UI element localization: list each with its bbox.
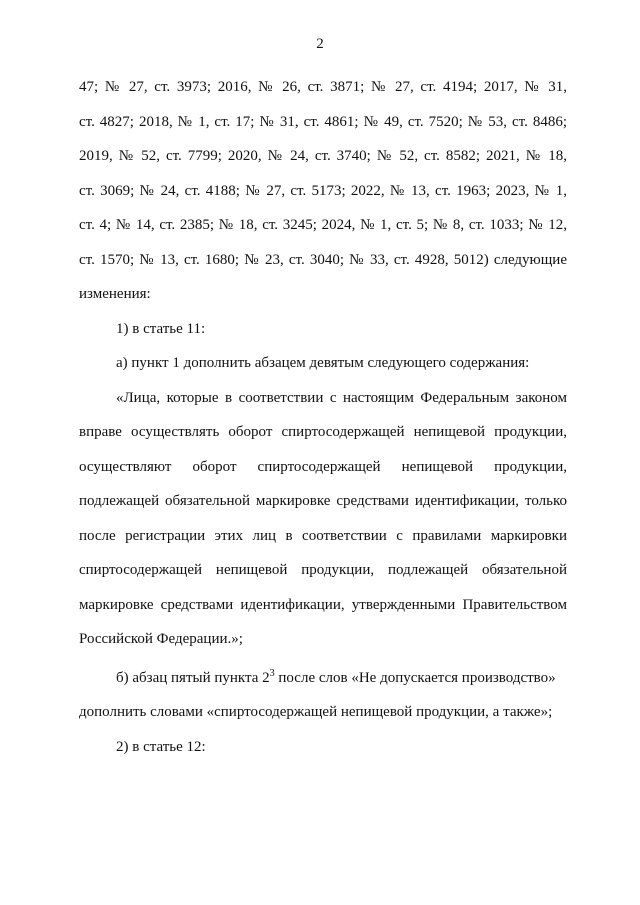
document-body	[79, 70, 567, 764]
list-item-1b-text: б) абзац пятый пункта 2	[116, 669, 270, 686]
quote-line: «Лица, которые в соответствии с настоящим Федеральным законом	[116, 389, 567, 406]
reference-line: ст. 1570; № 13, ст. 1680; № 23, ст. 3040; № 33, ст. 4928, 5012) следующие	[79, 251, 567, 268]
reference-line: ст. 4827; 2018, № 1, ст. 17; № 31, ст. 4861; № 49, ст. 7520; № 53, ст. 8486;	[79, 113, 567, 130]
quote-line: подлежащей обязательной маркировке средствами идентификации, только	[79, 493, 567, 509]
list-item-2: 2) в статье 12:	[116, 738, 206, 755]
quote-line: спиртосодержащей непищевой продукции, подлежащей обязательной	[79, 562, 567, 578]
page-number: 2	[316, 36, 324, 52]
reference-line: изменения:	[79, 286, 151, 302]
reference-line: ст. 3069; № 24, ст. 4188; № 27, ст. 5173; 2022, № 13, ст. 1963; 2023, № 1,	[79, 182, 567, 199]
reference-line: ст. 4; № 14, ст. 2385; № 18, ст. 3245; 2024, № 1, ст. 5; № 8, ст. 1033; № 12,	[79, 217, 567, 233]
quote-line: Российской Федерации.»;	[79, 631, 243, 647]
superscript: 3	[269, 667, 275, 679]
list-item-1b-text-cont: после слов «Не допускается производство»	[274, 669, 556, 686]
list-item-1a: а) пункт 1 дополнить абзацем девятым следующего содержания:	[116, 355, 530, 371]
list-item-1: 1) в статье 11:	[116, 320, 206, 337]
quote-line: маркировке средствами идентификации, утвержденными Правительством	[79, 596, 567, 613]
list-item-1b	[79, 657, 567, 696]
quote-line: вправе осуществлять оборот спиртосодержащей непищевой продукции,	[79, 424, 567, 440]
quote-line: после регистрации этих лиц в соответствии с правилами маркировки	[79, 527, 567, 544]
reference-line: 2019, № 52, ст. 7799; 2020, № 24, ст. 3740; № 52, ст. 8582; 2021, № 18,	[79, 148, 567, 164]
reference-line: 47; № 27, ст. 3973; 2016, № 26, ст. 3871; № 27, ст. 4194; 2017, № 31,	[79, 79, 567, 95]
quote-line: осуществляют оборот спиртосодержащей непищевой продукции,	[79, 458, 567, 475]
list-item-1b-line2: дополнить словами «спиртосодержащей непищевой продукции, а также»;	[79, 704, 553, 720]
